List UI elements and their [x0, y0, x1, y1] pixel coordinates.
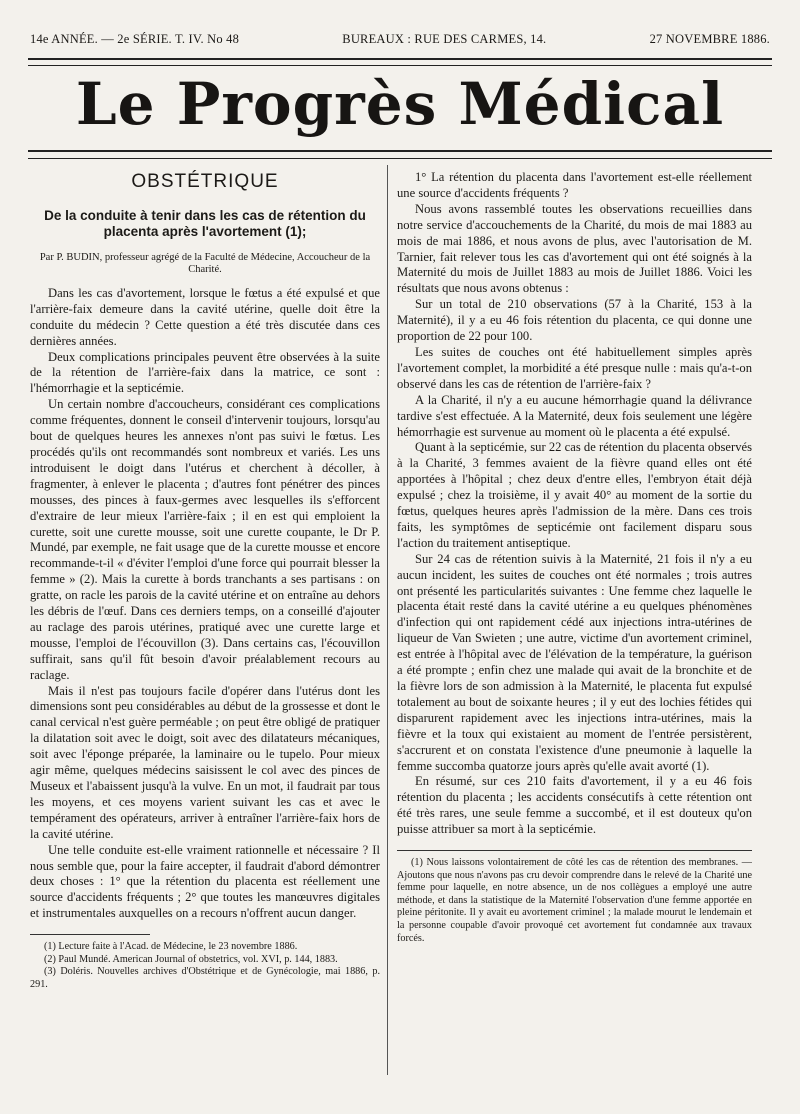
- article-byline: Par P. BUDIN, professeur agrégé de la Faculté de Médecine, Accoucheur de la Charité.: [39, 251, 371, 275]
- paragraph: Quant à la septicémie, sur 22 cas de rétention du placenta observés à la Charité, 3 femmes avaient de la fièvre quand elles ont été apportées à l'hôpital ; chez deux d'entre elles, l'embryon était déjà expulsé ; chez la troisième, il y avait 40° au moment de la sortie du fœtus, quelques heures après l'admission de la mère. Dans ces trois faits, les symptômes de septicémie ont facilement disparu sous l'action du traitement antiseptique.: [397, 440, 752, 550]
- issue-date: 27 NOVEMBRE 1886.: [649, 32, 770, 46]
- left-column: [30, 170, 380, 992]
- paragraph: Deux complications principales peuvent être observées à la suite de la rétention de l'arrière-faix dans la matrice, ce sont : l'hémorrhagie et la septicémie.: [30, 349, 380, 396]
- paragraph: Un certain nombre d'accoucheurs, considérant ces complications comme fréquentes, donnent le conseil d'intervenir toujours, lorsqu'au bout de quelques heures les annexes n'ont pas suivi le fœtus. Les procédés qu'ils ont recommandés sont nombreux et variés. Les uns introduisent le doigt dans l'utérus et cherchent à décoller, à fragmenter, à enlever le placenta ; d'autres font pénétrer des pinces mousses, des pinces à faux-germes avec lesquelles ils s'efforcent d'extraire de leur mieux l'arrière-faix ; il en est qui emploient la curette, soit une curette mousse, soit une curette coupante, le Dr P. Mundé, par exemple, ne fait usage que de la curette mousse et encore recommande-t-il « d'éviter l'emploi d'une force qui pourrait blesser la femme » (2). Mais la curette à bords tranchants a ses partisans : on gratte, on racle les parois de la cavité utérine et on entraîne au dehors les débris de l'œuf. Dans ces derniers temps, on a conseillé d'ajouter au raclage des parois utérines, pratiqué avec une curette large et mousse, l'emploi de l'écouvillon (3). Dans certains cas, l'écouvillon suffirait, sans qu'il fût besoin d'avoir préalablement recours au raclage.: [30, 397, 380, 682]
- paragraph: En résumé, sur ces 210 faits d'avortement, il y a eu 46 fois rétention du placenta ; les accidents consécutifs à cette rétention ont été très rares, une seule femme a succombé, et il est douteux qu'on puisse attribuer sa mort à la septicémie.: [397, 774, 752, 837]
- section-title: OBSTÉTRIQUE: [131, 171, 279, 192]
- footnote: (2) Paul Mundé. American Journal of obstetrics, vol. XVI, p. 144, 1883.: [44, 953, 338, 965]
- paragraph: Sur 24 cas de rétention suivis à la Maternité, 21 fois il n'y a eu aucun incident, les suites de couches ont été normales ; trois autres ont présenté les particularités suivantes : Une femme chez laquelle le placenta était resté dans la cavité utérine a eu quelques phénomènes d'infection qui ont rapidement cédé aux injections intra-utérines de liqueur de Van Swieten ; une autre, victime d'un avortement criminel, est entrée à l'hôpital avec de l'élévation de la température, la guérison a été prompte ; enfin chez une malade qui avait de la bronchite et de la fièvre lors de son admission à la Maternité, le placenta fut expulsé totalement au bout de soixante heures ; il y eut des lochies fétides qui disparurent rapidement avec les injections intra-utérines, mais la fièvre et la toux qui existaient au moment de l'entrée persistèrent, s'accrurent et on constata l'existence d'une pneumonie à laquelle la femme succomba quatorze jours après qu'elle avait avorté (1).: [397, 551, 752, 773]
- paragraph: A la Charité, il n'y a eu aucune hémorrhagie quand la délivrance tardive s'est effectuée. A la Maternité, deux fois seulement une légère hémorrhagie est survenue au moment où le placenta a été expulsé.: [397, 392, 752, 439]
- issue-number: 14e ANNÉE. — 2e SÉRIE. T. IV. No 48: [30, 32, 240, 46]
- office-address: BUREAUX : RUE DES CARMES, 14.: [342, 32, 547, 46]
- top-rule: [28, 58, 772, 66]
- masthead-title: Le Progrès Médical: [75, 70, 725, 138]
- paragraph: Une telle conduite est-elle vraiment rationnelle et nécessaire ? Il nous semble que, pour la faire accepter, il faudrait d'abord démontrer deux choses : 1° que la rétention du placenta est réellement une source d'accidents fréquents ; 2° que toutes les manœuvres digitales et instrumentales auxquelles on a recours n'offrent aucun danger.: [30, 842, 380, 921]
- paragraph: Dans les cas d'avortement, lorsque le fœtus a été expulsé et que l'arrière-faix demeure dans la cavité utérine, quelle doit être la conduite du médecin ? Cette question a été très discutée dans ces dernières années.: [30, 285, 380, 348]
- paragraph: Sur un total de 210 observations (57 à la Charité, 153 à la Maternité), il y a eu 46 fois rétention du placenta, ce qui donne une proportion de 22 pour 100.: [397, 297, 752, 344]
- footnote-rule: [397, 850, 752, 851]
- paragraph: Les suites de couches ont été habituellement simples après l'avortement complet, la morbidité a été presque nulle : mais qu'a-t-on observé dans les cas de rétention de l'arrière-faix ?: [397, 344, 752, 391]
- article-title: De la conduite à tenir dans les cas de rétention du placenta après l'avortement (1);: [44, 207, 366, 239]
- left-footnotes: [30, 941, 380, 991]
- right-column: [397, 170, 752, 945]
- footnote: (1) Nous laissons volontairement de côté les cas de rétention des membranes. — Ajoutons que nous n'avons pas cru devoir comprendre dans le relevé de la Charité une femme pour laquelle, en notre absence, un de nos collègues a employé une autre méthode, et dans la statistique de la Maternité l'observation d'une femme apportée en pleine péritonite. Il y avait eu avortement criminel ; la malade mourut le lendemain et la personne coupable d'avoir provoqué cet avortement fut condamnée aux travaux forcés.: [397, 857, 752, 944]
- column-divider: [387, 165, 388, 1075]
- right-footnotes: [397, 857, 752, 945]
- paragraph: Nous avons rassemblé toutes les observations recueillies dans notre service d'accouchements de la Charité, du mois de mai 1883 au mois de mai 1886, et nous avons de plus, avec l'autorisation de M. Tarnier, fait relever tous les cas d'avortement qui ont été soignés à la Maternité du mois de Juillet 1883 au mois de Juillet 1886. Voici les résultats que nous avons obtenus :: [397, 201, 752, 296]
- footnote-rule: [30, 934, 150, 935]
- footnote: (3) Doléris. Nouvelles archives d'Obstétrique et de Gynécologie, mai 1886, p. 291.: [30, 966, 380, 990]
- paragraph: 1° La rétention du placenta dans l'avortement est-elle réellement une source d'accidents fréquents ?: [397, 170, 752, 200]
- footnote: (1) Lecture faite à l'Acad. de Médecine, le 23 novembre 1886.: [44, 941, 298, 953]
- masthead-rule: [28, 150, 772, 159]
- issue-header: [30, 32, 770, 47]
- paragraph: Mais il n'est pas toujours facile d'opérer dans l'utérus dont les dimensions sont peu considérables au début de la grossesse et dont le canal cervical n'est guère perméable ; on peut être obligé de pratiquer la dilatation soit avec le doigt, soit avec des dilatateurs mécaniques, soit avec l'éponge préparée, la laminaire ou le tupelo. Pour mieux agir même, quelques médecins saisissent le col avec des pinces de Museux et l'abaissent jusqu'à la vulve. En un mot, il faudrait par tous les moyens, et ces moyens varient suivant les cas et avec le tempérament des opérateurs, arriver à entraîner l'arrière-faix hors de la cavité utérine.: [30, 683, 380, 841]
